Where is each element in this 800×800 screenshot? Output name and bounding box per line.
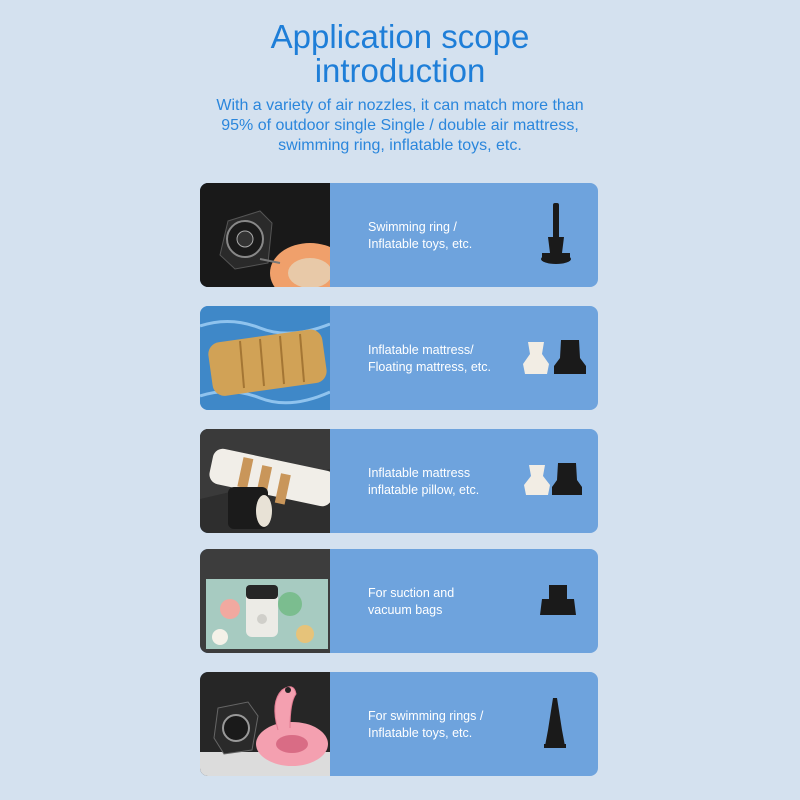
card-text-line-1: For suction and — [368, 586, 455, 600]
card-text-line-2: Inflatable toys, etc. — [368, 237, 473, 251]
white-nozzle-icon — [522, 463, 552, 499]
card-text-line-1: Inflatable mattress/ — [368, 343, 474, 357]
card-text-line-1: Swimming ring / — [368, 220, 457, 234]
floating-mattress-on-water-photo — [200, 306, 330, 410]
title-line-2: introduction — [314, 52, 486, 89]
cone-nozzle-icon — [538, 696, 572, 752]
application-card-swim-ring — [200, 183, 598, 287]
card-text-line-2: Floating mattress, etc. — [368, 360, 491, 374]
application-card-vacuum-bags — [200, 549, 598, 653]
card-text-line-2: Inflatable toys, etc. — [368, 726, 473, 740]
application-card-swim-rings — [200, 672, 598, 776]
title-line-1: Application scope — [270, 18, 530, 55]
page-subtitle: With a variety of air nozzles, it can match more than 95% of outdoor single Single / double air mattress, swimming ring, inflatable toys, etc. — [216, 97, 584, 154]
black-wide-nozzle-icon — [552, 338, 588, 380]
application-card-floating-mattress — [200, 306, 598, 410]
pump-on-vacuum-bag-photo — [200, 549, 330, 653]
card-text-line-1: For swimming rings / — [368, 709, 484, 723]
card-text-line-2: inflatable pillow, etc. — [368, 483, 480, 497]
long-thin-nozzle-icon — [536, 203, 576, 271]
pump-with-flamingo-float-photo — [200, 672, 330, 776]
card-text-line-2: vacuum bags — [368, 603, 443, 617]
black-wide-nozzle-icon — [550, 461, 584, 501]
page-title — [0, 20, 800, 88]
application-card-mattress-pillow — [200, 429, 598, 533]
pump-with-swim-ring-photo — [200, 183, 330, 287]
white-nozzle-icon — [520, 340, 552, 378]
pump-with-mattress-photo — [200, 429, 330, 533]
card-text-line-1: Inflatable mattress — [368, 466, 471, 480]
short-vacuum-nozzle-icon — [536, 583, 580, 619]
